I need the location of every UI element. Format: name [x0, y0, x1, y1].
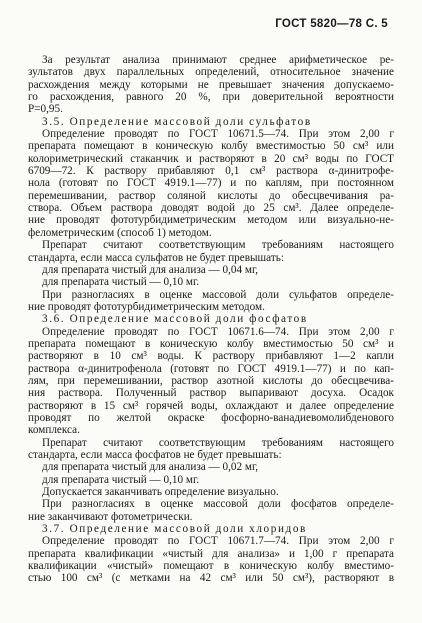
- paragraph-line: стандарта, если масса сульфатов не будет превышать:: [28, 251, 284, 264]
- page-header: ГОСТ 5820—78 С. 5: [275, 18, 388, 30]
- paragraph-line: При разногласиях в оценке массовой доли фосфатов определе-: [42, 498, 394, 511]
- paragraph-line: При разногласиях в оценке массовой доли сульфатов определе-: [42, 288, 394, 301]
- paragraph-line: проводят по желтой окраске фосфорно-ванадиевомолибденового: [28, 411, 394, 424]
- paragraph-line: 6709—72. К раствору прибавляют 0,1 см³ раствора α-динитрофе-: [28, 165, 394, 178]
- paragraph-line: растворяют в 15 см³ горячей воды, охлаждают и далее определение: [28, 399, 394, 412]
- paragraph-line: зультатов двух параллельных определений, относительное значение: [28, 66, 394, 79]
- paragraph-line: стандарта, если масса фосфатов не будет превышать:: [28, 449, 282, 461]
- paragraph-line: раствора α-динитрофенола (готовят по ГОСТ 4919.1—77) и по кап-: [28, 362, 394, 375]
- paragraph-line: растворяют в 10 см³ воды. К раствору прибавляют 1—2 капли: [28, 350, 394, 363]
- paragraph-line: ния раствора. Полученный раствор выпаривают досуха. Осадок: [28, 387, 394, 400]
- paragraph-line: Препарат считают соответствующим требованиям настоящего: [42, 239, 394, 252]
- section-heading-3-6: 3.6. Определение массовой доли фосфатов: [42, 313, 308, 326]
- paragraph-line: ние проводят фототурбидиметрическим методом или визуально-не-: [28, 214, 394, 227]
- paragraph-line: квалификации «чистый» помещают в коническую колбу вместимо-: [28, 560, 394, 573]
- paragraph-line: створа. Объем раствора доводят водой до 25 см³. Далее определе-: [28, 202, 394, 215]
- paragraph-line: Определение проводят по ГОСТ 10671.5—74. При этом 2,00 г: [42, 128, 394, 141]
- paragraph-line: нола (готовят по ГОСТ 4919.1—77) и по каплям, при постоянном: [28, 177, 394, 190]
- paragraph-line: препарата квалификации «чистый для анализа» и 1,00 г препарата: [28, 547, 394, 560]
- paragraph-line: колориметрический стаканчик и растворяют в 20 см³ воды по ГОСТ: [28, 152, 394, 165]
- paragraph-line: Определение проводят по ГОСТ 10671.7—74. При этом 2,00 г: [42, 535, 394, 548]
- paragraph-line: для препарата чистый — 0,10 мг.: [42, 276, 200, 289]
- paragraph-line: расхождения между которыми не превышает значения допускаемо-: [28, 78, 394, 91]
- paragraph-line: перемешивании, раствор соляной кислоты до обесцвечивания ра-: [28, 189, 394, 202]
- paragraph-line: фелометрическим (способ 1) методом.: [28, 226, 212, 239]
- paragraph-line: Препарат считают соответствующим требованиям настоящего: [42, 436, 394, 449]
- paragraph-line: За результат анализа принимают среднее арифметическое ре-: [42, 54, 394, 66]
- paragraph-line: для препарата чистый для анализа — 0,02 мг,: [42, 461, 259, 474]
- section-heading-3-7: 3.7. Определение массовой доли хлоридов: [42, 523, 307, 536]
- paragraph-line: ние проводят фототурбидиметрическим методом.: [28, 300, 265, 313]
- section-heading-3-5: 3.5. Определение массовой доли сульфатов: [42, 115, 312, 128]
- paragraph-line: Определение проводят по ГОСТ 10671.6—74. При этом 2,00 г: [42, 325, 394, 338]
- paragraph-line: препарата помещают в коническую колбу вместимостью 50 см³ или: [28, 140, 394, 153]
- paragraph-line: для препарата чистый для анализа — 0,04 мг,: [42, 263, 259, 276]
- paragraph-line: P=0,95.: [28, 103, 63, 116]
- document-body: [28, 54, 394, 585]
- paragraph-line: комплекса.: [28, 424, 80, 437]
- paragraph-line: Допускается заканчивать определение визуально.: [42, 486, 279, 499]
- paragraph-line: препарата помещают в коническую колбу вместимостью 50 см³ и: [28, 337, 394, 350]
- paragraph-line: го расхождения, равного 20 %, при доверительной вероятности: [28, 91, 394, 104]
- paragraph-line: для препарата чистый — 0,10 мг.: [42, 473, 200, 486]
- paragraph-line: ние заканчивают фотометрически.: [28, 510, 193, 523]
- paragraph-line: лям, при перемешивании, раствор азотной кислоты до обесцвечива-: [28, 374, 394, 387]
- paragraph-line: стью 100 см³ (с метками на 42 см³ или 50 см³), растворяют в: [28, 572, 394, 585]
